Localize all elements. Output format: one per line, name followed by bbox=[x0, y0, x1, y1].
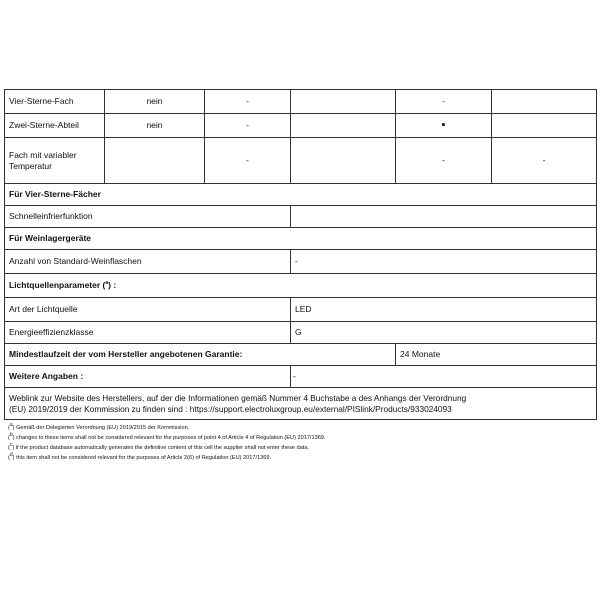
table-cell: - bbox=[396, 138, 492, 184]
footnote-text: changes to these items shall not be considered relevant for the purposes of point 4 of Article 4 of Regulation (EU) 2017/1369. bbox=[16, 435, 326, 441]
table-row bbox=[5, 90, 597, 114]
table-row bbox=[5, 344, 597, 366]
row-label: Energieeffizienzklasse bbox=[5, 322, 291, 344]
table-row bbox=[5, 388, 597, 420]
table-row bbox=[5, 206, 597, 228]
section-heading-row bbox=[5, 274, 597, 298]
footnote: ($^a$) Gemäß der Delegierten Verordnung (EU) 2019/2015 der Kommission. bbox=[8, 422, 190, 431]
table-cell bbox=[396, 114, 492, 138]
datasheet bbox=[4, 89, 596, 463]
section-heading: Weitere Angaben : bbox=[5, 366, 291, 388]
footnote-text: Gemäß der Delegierten Verordnung (EU) 2019/2015 der Kommission. bbox=[16, 425, 190, 431]
table-cell bbox=[492, 114, 597, 138]
footnote-text: this item shall not be considered relevant for the purposes of Article 2(6) of Regulation (EU) 2017/1369. bbox=[16, 455, 272, 461]
footnote-ref: a bbox=[105, 280, 109, 287]
table-cell: - bbox=[205, 114, 291, 138]
table-cell: - bbox=[396, 90, 492, 114]
footnote-mark: a bbox=[9, 422, 13, 429]
row-label: Schnelleinfrierfunktion bbox=[5, 206, 291, 228]
table-cell bbox=[291, 138, 396, 184]
table-row bbox=[5, 250, 597, 274]
footnote-text: if the product database automatically generates the definitive content of this cell the supplier shall not enter these data. bbox=[15, 445, 310, 451]
table-row bbox=[5, 114, 597, 138]
weblink-text: Weblink zur Website des Herstellers, auf der die Informationen gemäß Nummer 4 Buchstabe a des Anhangs der Verordnung bbox=[9, 392, 467, 403]
row-value: G bbox=[291, 322, 597, 344]
table-row bbox=[5, 138, 597, 184]
row-label: Anzahl von Standard-Weinflaschen bbox=[5, 250, 291, 274]
square-bullet-mark: ▪ bbox=[441, 119, 446, 131]
product-info-table bbox=[4, 89, 597, 420]
footnote-mark: d bbox=[9, 452, 13, 459]
table-cell bbox=[492, 90, 597, 114]
table-cell: nein bbox=[105, 90, 205, 114]
compartment-label: Vier-Sterne-Fach bbox=[5, 90, 105, 114]
footnotes bbox=[4, 423, 596, 463]
row-value: - bbox=[291, 250, 597, 274]
weblink-text: (EU) 2019/2019 der Kommission zu finden sind : https://support.electroluxgroup.eu/external/PISlink/Products/933024093 bbox=[9, 403, 452, 414]
further-value: - bbox=[291, 366, 597, 388]
warranty-value: 24 Monate bbox=[396, 344, 597, 366]
footnote-mark: c bbox=[9, 442, 13, 449]
compartment-label: Fach mit variabler Temperatur bbox=[5, 138, 105, 184]
footnote: ($^d$) this item shall not be considered relevant for the purposes of Article 2(6) of Regulation (EU) 2017/1369. bbox=[8, 452, 272, 461]
section-heading-row bbox=[5, 228, 597, 250]
row-value: LED bbox=[291, 298, 597, 322]
section-heading: Für Vier-Sterne-Fächer bbox=[5, 184, 597, 206]
warranty-label: Mindestlaufzeit der vom Hersteller angebotenen Garantie: bbox=[5, 344, 396, 366]
table-row bbox=[5, 322, 597, 344]
footnote: ($^b$) changes to these items shall not be considered relevant for the purposes of point 4 of Article 4 of Regulation (EU) 2017/1369. bbox=[8, 432, 326, 441]
table-cell bbox=[291, 114, 396, 138]
table-row bbox=[5, 298, 597, 322]
weblink-cell bbox=[5, 388, 597, 420]
row-value bbox=[291, 206, 597, 228]
footnote-mark: b bbox=[9, 432, 13, 439]
section-heading: Für Weinlagergeräte bbox=[5, 228, 597, 250]
footnote: ($^c$) if the product database automatically generates the definitive content of this cell the supplier shall not enter these data. bbox=[8, 442, 310, 451]
section-heading bbox=[5, 274, 597, 298]
table-cell: - bbox=[492, 138, 597, 184]
table-cell: nein bbox=[105, 114, 205, 138]
table-cell: - bbox=[205, 90, 291, 114]
section-heading-row bbox=[5, 366, 597, 388]
table-cell bbox=[105, 138, 205, 184]
light-heading-text: Lichtquellenparameter ( bbox=[9, 280, 106, 290]
table-cell bbox=[291, 90, 396, 114]
row-label: Art der Lichtquelle bbox=[5, 298, 291, 322]
table-cell: - bbox=[205, 138, 291, 184]
light-heading-tail: ) : bbox=[108, 280, 117, 290]
section-heading-row bbox=[5, 184, 597, 206]
compartment-label: Zwei-Sterne-Abteil bbox=[5, 114, 105, 138]
